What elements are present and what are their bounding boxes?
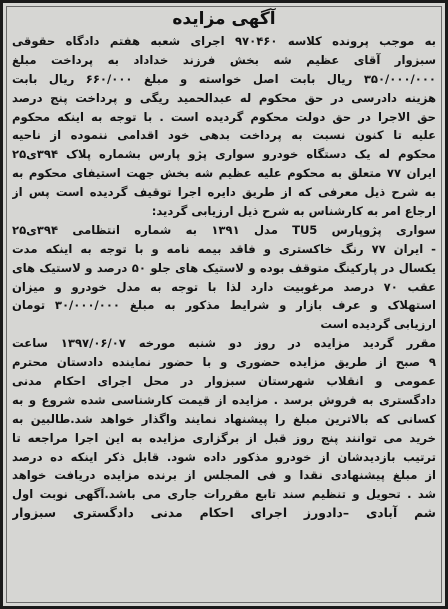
text-line: ۹ صبح از طریق مزایده حضوری و با حضور نماینده دادستان محترم: [12, 355, 436, 370]
text-line: ۳۵۰/۰۰۰/۰۰۰ ریال بابت اصل خواسته و مبلغ ۶۶۰/۰۰۰ ریال بابت: [12, 71, 436, 86]
text-line: مقرر گردید مزایده در روز دو شنبه مورخه ۱۳۹۷/۰۶/۰۷ ساعت: [12, 336, 436, 351]
text-line: ترتیب بازدیدشان از خودرو مذکور داده شود. قابل ذکر اینکه ده درصد: [12, 449, 436, 464]
text-line: ارزیابی گردیده است: [320, 317, 436, 332]
text-line: سواری پژوپارس TU5 مدل ۱۳۹۱ به شماره انتظامی ۳۹۴ی۲۵: [12, 222, 436, 237]
notice-body: [12, 32, 436, 523]
text-line: هزینه دادرسی در حق محکوم له عبدالحمید ریگی و پرداخت پنج درصد: [12, 90, 436, 105]
text-line: محکوم له یک دستگاه خودرو سواری پژو پارس بشماره پلاک ۳۹۴ی۲۵: [12, 147, 436, 162]
text-line: ارجاع امر به کارشناس به شرح ذیل ارزیابی گردید:: [151, 204, 436, 219]
text-line: دادگستری به فروش برسد . مزایده از قیمت کارشناسی شده شروع و به: [12, 392, 436, 407]
text-line: یکسال در پارکینگ متوقف بوده و لاستیک های جلو ۵۰ درصد و لاستیک های: [12, 260, 436, 275]
text-line: عقب ۷۰ درصد مرغوبیت دارد لذا با توجه به مدل خودرو و میزان: [12, 279, 436, 294]
text-line: از مبلغ پیشنهادی نقدا و فی المجلس از برنده مزایده دریافت خواهد: [12, 468, 436, 483]
text-line: - ایران ۷۷ رنگ خاکستری و فاقد بیمه نامه و با توجه به اینکه مدت: [12, 241, 436, 256]
signature-line: شم آبادی –دادورز اجرای احکام مدنی دادگستری سبزوار: [12, 505, 436, 521]
text-line: به شرح ذیل معرفی که از طریق دایره اجرا توقیف گردیده است پس از: [12, 185, 436, 200]
text-line: ایران ۷۷ متعلق به محکوم علیه عظیم شه بخش جهت استیفای محکوم به: [12, 166, 436, 181]
text-line: شد . تحویل و تنظیم سند تابع مقررات جاری می باشد.آگهی نوبت اول: [12, 487, 436, 502]
text-line: خرید می توانند پنج روز قبل از برگزاری مزایده به این اجرا مراجعه تا: [12, 430, 436, 445]
text-line: کسانی که بالاترین مبلغ را پیشنهاد نمایند واگذار خواهد شد.طالبین به: [12, 411, 436, 426]
paragraph-2-vehicle-description: [12, 221, 436, 334]
text-line: استهلاک و عرف بازار و شرایط مذکور به مبلغ ۳۰/۰۰۰/۰۰۰ تومان: [12, 298, 436, 313]
paragraph-1: [12, 32, 436, 221]
text-line: حق الاجرا در حق دولت محکوم گردیده است . با توجه به اینکه محکوم: [12, 109, 436, 124]
text-line: سبزوار آقای عظیم شه بخش فرزند خداداد به پرداخت مبلغ: [12, 52, 436, 67]
text-line: عمومی و انقلاب شهرستان سبزوار در محل اجرای احکام مدنی: [12, 374, 436, 389]
paragraph-3-auction-terms: [12, 334, 436, 504]
notice-title: آگهی مزایده: [172, 9, 276, 29]
text-line: به موجب پرونده کلاسه ۹۷۰۴۶۰ اجرای شعبه هفتم دادگاه حقوقی: [12, 34, 436, 48]
text-line: علیه تا کنون نسبت به پرداخت بدهی خود اقدامی ننموده از ناحیه: [12, 128, 436, 143]
